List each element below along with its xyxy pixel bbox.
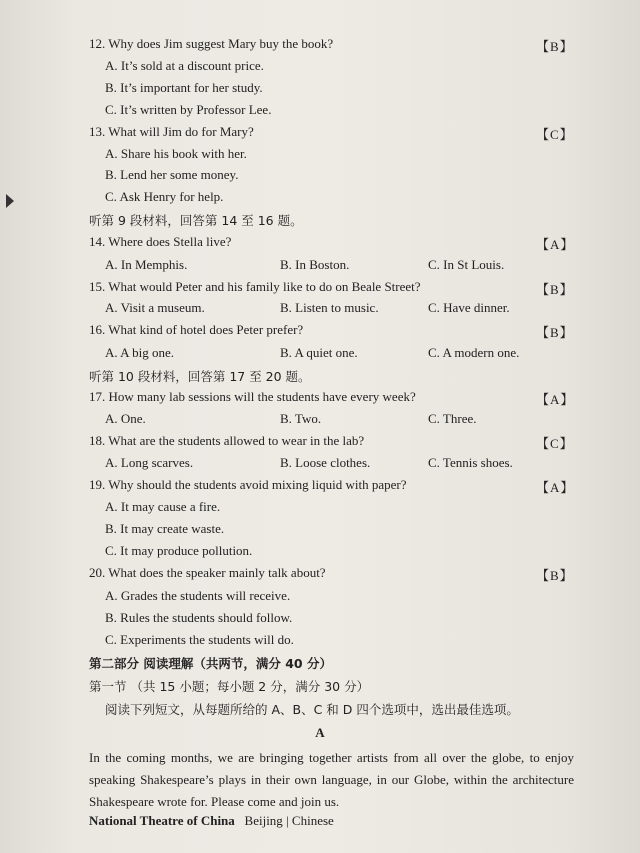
option-12a: A. It’s sold at a discount price.: [105, 58, 264, 73]
question-20: 20. What does the speaker mainly talk about?: [89, 565, 326, 580]
option-17b: B. Two.: [280, 411, 322, 426]
option-14c: C. In St Louis.: [428, 257, 505, 272]
option-18b: B. Loose clothes.: [280, 455, 371, 470]
section1-heading: 第一节 （共 15 小题；每小题 2 分，满分 30 分）: [89, 679, 370, 694]
answer-12: 【B】: [536, 39, 574, 54]
option-16c: C. A modern one.: [428, 345, 520, 360]
option-17a: A. One.: [105, 411, 146, 426]
question-14: 14. Where does Stella live?: [89, 234, 232, 249]
question-15: 15. What would Peter and his family like to do on Beale Street?: [89, 279, 421, 294]
question-13: 13. What will Jim do for Mary?: [89, 124, 254, 139]
answer-14: 【A】: [536, 237, 575, 252]
reading-directions: 阅读下列短文，从每题所给的 A、B、C 和 D 四个选项中，选出最佳选项。: [105, 702, 519, 717]
option-15b: B. Listen to music.: [280, 300, 379, 315]
answer-13: 【C】: [536, 127, 574, 142]
answer-15: 【B】: [536, 282, 574, 297]
passage-footer: [89, 813, 334, 829]
option-14a: A. In Memphis.: [105, 257, 188, 272]
theatre-name: National Theatre of China: [89, 813, 235, 828]
option-20a: A. Grades the students will receive.: [105, 588, 291, 603]
option-18a: A. Long scarves.: [105, 455, 194, 470]
option-12b: B. It’s important for her study.: [105, 80, 263, 95]
part2-heading: 第二部分 阅读理解（共两节，满分 40 分）: [89, 656, 332, 671]
option-19c: C. It may produce pollution.: [105, 543, 253, 558]
option-15a: A. Visit a museum.: [105, 300, 205, 315]
question-19: 19. Why should the students avoid mixing liquid with paper?: [89, 477, 407, 492]
option-19a: A. It may cause a fire.: [105, 499, 221, 514]
option-20b: B. Rules the students should follow.: [105, 610, 293, 625]
option-17c: C. Three.: [428, 411, 477, 426]
option-16a: A. A big one.: [105, 345, 174, 360]
footer-separator: |: [286, 813, 289, 828]
answer-19: 【A】: [536, 480, 575, 495]
passage-label: A: [315, 725, 325, 740]
option-13a: A. Share his book with her.: [105, 146, 247, 161]
option-18c: C. Tennis shoes.: [428, 455, 513, 470]
option-20c: C. Experiments the students will do.: [105, 632, 294, 647]
option-13b: B. Lend her some money.: [105, 167, 239, 182]
question-17: 17. How many lab sessions will the students have every week?: [89, 389, 416, 404]
option-14b: B. In Boston.: [280, 257, 350, 272]
passage-a-text: In the coming months, we are bringing together artists from all over the globe, to enjoy speaking Shakespeare’s plays in their own language, in our Globe, within the architecture Shakespeare wrote for. Please come and join us.: [89, 750, 574, 809]
option-15c: C. Have dinner.: [428, 300, 510, 315]
option-12c: C. It’s written by Professor Lee.: [105, 102, 272, 117]
instruction-segment-10: 听第 10 段材料，回答第 17 至 20 题。: [89, 369, 311, 384]
question-12: 12. Why does Jim suggest Mary buy the book?: [89, 36, 334, 51]
answer-16: 【B】: [536, 325, 574, 340]
option-13c: C. Ask Henry for help.: [105, 189, 224, 204]
theatre-city: Beijing: [244, 813, 283, 828]
option-19b: B. It may create waste.: [105, 521, 225, 536]
answer-17: 【A】: [536, 392, 575, 407]
question-18: 18. What are the students allowed to wear in the lab?: [89, 433, 365, 448]
theatre-language: Chinese: [291, 813, 334, 828]
question-16: 16. What kind of hotel does Peter prefer?: [89, 322, 304, 337]
instruction-segment-9: 听第 9 段材料，回答第 14 至 16 题。: [89, 213, 303, 228]
answer-18: 【C】: [536, 436, 574, 451]
page-edge-arrow-icon: [6, 194, 14, 208]
option-16b: B. A quiet one.: [280, 345, 358, 360]
answer-20: 【B】: [536, 568, 574, 583]
